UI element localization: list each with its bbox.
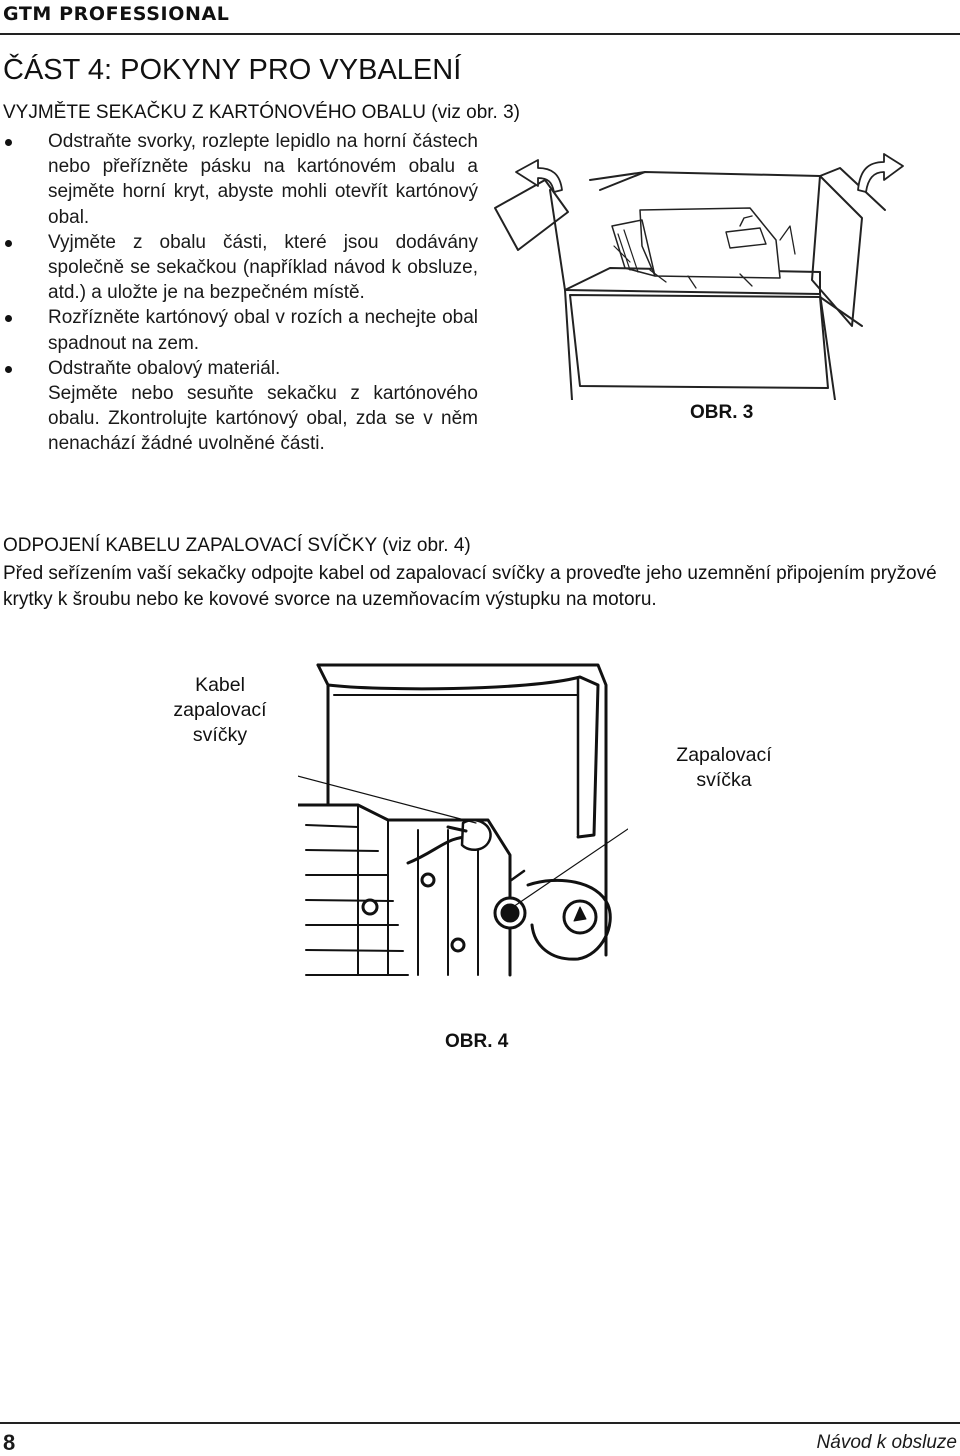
bullet-icon <box>5 366 12 373</box>
list-item <box>0 305 478 355</box>
unpack-heading: VYJMĚTE SEKAČKU Z KARTÓNOVÉHO OBALU (viz obr. 3) <box>3 102 520 123</box>
cable-callout-label: Kabel zapalovací svíčky <box>173 674 267 746</box>
list-item-text: Odstraňte svorky, rozlepte lepidlo na horní částech nebo přeřízněte pásku na kartónovém obalu a sejměte horní kryt, abyste mohli otevřít kartónový obal. <box>48 131 478 228</box>
spark-heading: ODPOJENÍ KABELU ZAPALOVACÍ SVÍČKY (viz obr. 4) <box>3 535 471 556</box>
list-item <box>0 230 478 306</box>
bullet-icon <box>5 315 12 322</box>
bullet-icon <box>5 139 12 146</box>
unpacking-box-illustration <box>490 150 920 400</box>
plug-callout-label: Zapalovací svíčka <box>676 744 772 791</box>
page-number: 8 <box>3 1430 16 1455</box>
list-item-text: Rozřízněte kartónový obal v rozích a nechejte obal spadnout na zem. <box>48 307 478 354</box>
brand-header: GTM PROFESSIONAL <box>3 3 230 25</box>
list-item <box>0 129 478 230</box>
unpack-closing-text: Sejměte nebo sesuňte sekačku z kartónového obalu. Zkontrolujte kartónový obal, zda se v něm nenachází žádné uvolněné části. <box>48 383 478 455</box>
figure-4-label: OBR. 4 <box>445 1031 509 1052</box>
section-title: ČÁST 4: POKYNY PRO VYBALENÍ <box>3 54 462 86</box>
list-item-text: Odstraňte obalový materiál. <box>48 357 281 379</box>
spark-paragraph: Před seřízením vaší sekačky odpojte kabel od zapalovací svíčky a proveďte jeho uzemnění připojením pryžové krytky k šroubu nebo ke kovové svorce na uzemňovacím výstupku na motoru. <box>3 563 937 610</box>
footer-title: Návod k obsluze <box>816 1432 957 1453</box>
header-rule <box>0 33 960 35</box>
bullet-icon <box>5 240 12 247</box>
list-item <box>0 356 478 381</box>
engine-spark-plug-illustration <box>298 655 628 990</box>
unpack-instructions <box>0 129 478 457</box>
footer-rule <box>0 1422 960 1424</box>
list-item-text: Vyjměte z obalu části, které jsou dodávány společně se sekačkou (například návod k obsluze, atd.) a uložte je na bezpečném místě. <box>48 231 478 304</box>
figure-3-label: OBR. 3 <box>690 402 754 423</box>
